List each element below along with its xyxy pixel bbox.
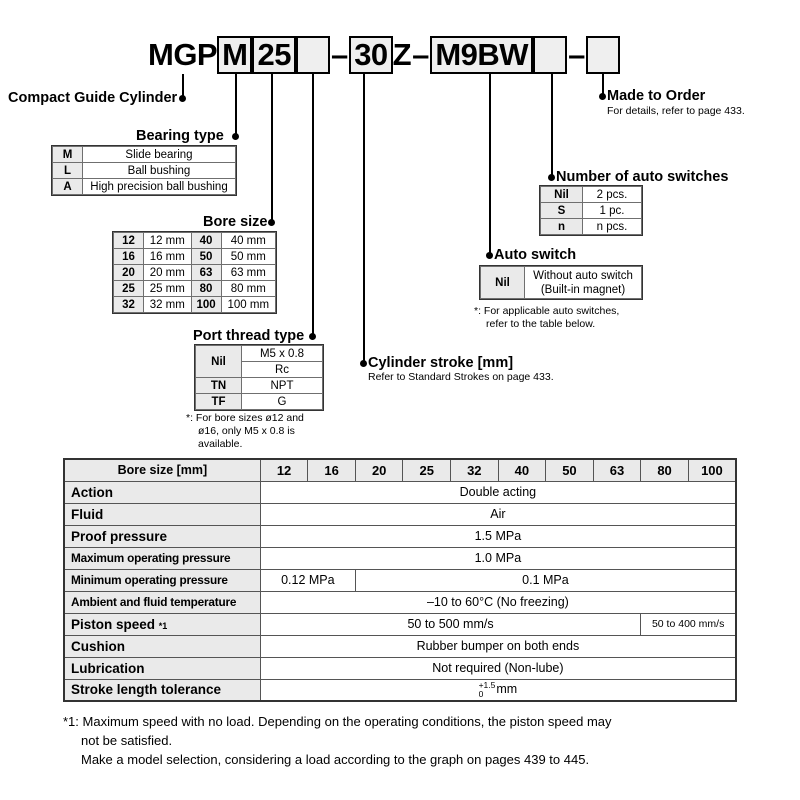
- spec-value-4-0: 0.12 MPa: [260, 569, 355, 591]
- spec-bore-header-40: 40: [498, 459, 546, 481]
- spec-row-label-9: Stroke length tolerance: [64, 679, 260, 701]
- spec-value-1-0: Air: [260, 503, 736, 525]
- bore-code-a-4: 32: [114, 297, 144, 313]
- model-code-box-5: 30: [349, 36, 392, 74]
- footnote: [63, 712, 763, 769]
- spec-bore-header-16: 16: [308, 459, 356, 481]
- spec-bore-header-25: 25: [403, 459, 451, 481]
- bearing-desc-2: High precision ball bushing: [83, 179, 236, 195]
- callout-bore-title: Bore size: [203, 214, 268, 230]
- callout-stroke-sub: Refer to Standard Strokes on page 433.: [368, 371, 554, 383]
- auto-switch-table: [480, 266, 642, 299]
- table-row: [196, 346, 323, 362]
- spec-value-6-0: 50 to 500 mm/s: [260, 613, 641, 635]
- numswitch-desc-1: 1 pc.: [583, 203, 642, 219]
- spec-row: [64, 569, 736, 591]
- leader-dot-numswitch: [548, 174, 555, 181]
- spec-bore-header-32: 32: [451, 459, 499, 481]
- numswitch-code-0: Nil: [541, 187, 583, 203]
- bore-code-b-4: 100: [191, 297, 221, 313]
- bore-size-table: [113, 232, 276, 313]
- numswitch-desc-0: 2 pcs.: [583, 187, 642, 203]
- port-desc-rc: Rc: [242, 362, 323, 378]
- tolerance-fraction: [479, 681, 496, 698]
- leader-line-numswitch: [551, 74, 553, 178]
- bore-code-b-3: 80: [191, 281, 221, 297]
- specifications-table: [63, 458, 737, 702]
- auto-switch-note-line1: *: For applicable auto switches,: [474, 305, 620, 317]
- spec-value-3-0: 1.0 MPa: [260, 547, 736, 569]
- port-code-tf: TF: [196, 394, 242, 410]
- auto-switch-note-line2: refer to the table below.: [486, 318, 596, 330]
- bearing-code-1: L: [53, 163, 83, 179]
- bore-desc-a-4: 32 mm: [144, 297, 192, 313]
- bore-code-b-1: 50: [191, 249, 221, 265]
- spec-row-label-7: Cushion: [64, 635, 260, 657]
- numswitch-code-2: n: [541, 219, 583, 235]
- table-row: [541, 187, 642, 203]
- numswitch-desc-2: n pcs.: [583, 219, 642, 235]
- leader-line-bearing: [235, 74, 237, 136]
- bearing-code-0: M: [53, 147, 83, 163]
- port-desc-tf: G: [242, 394, 323, 410]
- tolerance-unit: mm: [496, 682, 518, 697]
- spec-row: [64, 613, 736, 635]
- table-row: [114, 297, 276, 313]
- footnote-line1: *1: Maximum speed with no load. Depending on the operating conditions, the piston speed may: [63, 714, 612, 729]
- leader-line-autoswitch: [489, 74, 491, 255]
- spec-row-label-8: Lubrication: [64, 657, 260, 679]
- spec-row: [64, 591, 736, 613]
- model-code-dash-4: –: [330, 37, 349, 72]
- footnote-marker: *1: [158, 620, 168, 631]
- model-code-box-1: M: [217, 36, 252, 74]
- leader-dot-port: [309, 333, 316, 340]
- spec-row-label-0: Action: [64, 481, 260, 503]
- bore-code-b-2: 63: [191, 265, 221, 281]
- model-code-box-3: [296, 36, 330, 74]
- model-code-text-0: MGP: [148, 37, 218, 72]
- port-note-line3: available.: [198, 438, 243, 450]
- model-code-string: [148, 36, 620, 74]
- spec-row: [64, 481, 736, 503]
- table-row: [541, 203, 642, 219]
- spec-row: [64, 525, 736, 547]
- spec-row: [64, 657, 736, 679]
- bearing-desc-1: Ball bushing: [83, 163, 236, 179]
- table-row: [53, 163, 236, 179]
- bore-code-a-1: 16: [114, 249, 144, 265]
- table-row: [481, 267, 642, 299]
- spec-row: [64, 547, 736, 569]
- spec-value-5-0: –10 to 60°C (No freezing): [260, 591, 736, 613]
- model-code-box-9: [533, 36, 567, 74]
- spec-value-4-1: 0.1 MPa: [355, 569, 736, 591]
- number-of-auto-switches-table: [540, 186, 642, 235]
- callout-numswitch-title: Number of auto switches: [556, 169, 729, 185]
- table-row: [541, 219, 642, 235]
- spec-row: [64, 635, 736, 657]
- leader-dot-autoswitch: [486, 252, 493, 259]
- port-desc-m5: M5 x 0.8: [242, 346, 323, 362]
- spec-bore-header-100: 100: [688, 459, 736, 481]
- model-code-text-6: Z: [392, 37, 412, 72]
- bore-desc-b-3: 80 mm: [221, 281, 275, 297]
- bore-desc-a-3: 25 mm: [144, 281, 192, 297]
- bearing-code-2: A: [53, 179, 83, 195]
- bore-desc-b-1: 50 mm: [221, 249, 275, 265]
- spec-value-7-0: Rubber bumper on both ends: [260, 635, 736, 657]
- spec-value-0-0: Double acting: [260, 481, 736, 503]
- bore-code-a-3: 25: [114, 281, 144, 297]
- spec-row-label-3: Maximum operating pressure: [64, 547, 260, 569]
- bore-desc-b-2: 63 mm: [221, 265, 275, 281]
- bore-code-b-0: 40: [191, 233, 221, 249]
- bore-desc-b-4: 100 mm: [221, 297, 275, 313]
- numswitch-code-1: S: [541, 203, 583, 219]
- model-code-box-11: [586, 36, 620, 74]
- table-row: [53, 147, 236, 163]
- leader-dot-series: [179, 95, 186, 102]
- model-code-box-8: M9BW: [430, 36, 533, 74]
- bore-code-a-0: 12: [114, 233, 144, 249]
- bore-desc-a-0: 12 mm: [144, 233, 192, 249]
- spec-value-2-0: 1.5 MPa: [260, 525, 736, 547]
- port-code-tn: TN: [196, 378, 242, 394]
- bore-desc-b-0: 40 mm: [221, 233, 275, 249]
- spec-row-label-2: Proof pressure: [64, 525, 260, 547]
- footnote-line2: not be satisfied.: [81, 733, 173, 748]
- port-thread-type-table: [195, 345, 323, 410]
- spec-row-label-4: Minimum operating pressure: [64, 569, 260, 591]
- leader-dot-bearing: [232, 133, 239, 140]
- auto-switch-desc-line1: Without auto switch: [533, 269, 633, 282]
- tolerance-lower: 0: [478, 688, 484, 699]
- auto-switch-desc-line2: (Built-in magnet): [540, 283, 626, 296]
- spec-row-label-1: Fluid: [64, 503, 260, 525]
- bore-desc-a-2: 20 mm: [144, 265, 192, 281]
- callout-stroke-title: Cylinder stroke [mm]: [368, 355, 514, 371]
- auto-switch-code-nil: Nil: [481, 267, 525, 299]
- table-row: [196, 378, 323, 394]
- spec-bore-header-80: 80: [641, 459, 689, 481]
- model-code-dash-10: –: [568, 37, 586, 72]
- table-row: [114, 249, 276, 265]
- model-code-dash-7: –: [412, 37, 430, 72]
- spec-bore-header-63: 63: [593, 459, 641, 481]
- callout-bearing-title: Bearing type: [136, 128, 224, 144]
- leader-dot-bore: [268, 219, 275, 226]
- port-note-line2: ø16, only M5 x 0.8 is: [198, 425, 295, 437]
- table-row: [114, 281, 276, 297]
- spec-bore-header-50: 50: [546, 459, 594, 481]
- callout-series-title: Compact Guide Cylinder: [8, 90, 178, 106]
- table-row: [114, 265, 276, 281]
- spec-value-6-1: 50 to 400 mm/s: [641, 613, 736, 635]
- callout-autoswitch-title: Auto switch: [494, 247, 577, 263]
- model-code-box-2: 25: [252, 36, 295, 74]
- bore-code-a-2: 20: [114, 265, 144, 281]
- port-desc-tn: NPT: [242, 378, 323, 394]
- port-code-nil: Nil: [196, 346, 242, 378]
- spec-bore-header-20: 20: [355, 459, 403, 481]
- table-row: [196, 394, 323, 410]
- spec-value-9-0: [260, 679, 736, 701]
- tolerance-upper: +1.5: [478, 680, 496, 691]
- spec-header-label: Bore size [mm]: [64, 459, 260, 481]
- spec-row: [64, 679, 736, 701]
- spec-row-label-6: Piston speed *1: [64, 613, 260, 635]
- callout-mto-sub: For details, refer to page 433.: [607, 105, 745, 117]
- spec-row-label-5: Ambient and fluid temperature: [64, 591, 260, 613]
- footnote-line3: Make a model selection, considering a load according to the graph on pages 439 to 445.: [81, 752, 590, 767]
- leader-line-bore: [271, 74, 273, 222]
- leader-line-stroke: [363, 74, 365, 363]
- port-note: [186, 412, 304, 451]
- callout-port-title: Port thread type: [193, 328, 305, 344]
- leader-dot-stroke: [360, 360, 367, 367]
- spec-row: [64, 503, 736, 525]
- spec-header-row: [64, 459, 736, 481]
- bearing-desc-0: Slide bearing: [83, 147, 236, 163]
- port-note-line1: *: For bore sizes ø12 and: [186, 412, 304, 424]
- spec-bore-header-12: 12: [260, 459, 308, 481]
- table-row: [114, 233, 276, 249]
- leader-dot-mto: [599, 93, 606, 100]
- bearing-type-table: [52, 146, 236, 195]
- callout-mto-title: Made to Order: [607, 88, 706, 104]
- leader-line-port: [312, 74, 314, 336]
- spec-value-8-0: Not required (Non-lube): [260, 657, 736, 679]
- auto-switch-note: [474, 305, 619, 331]
- table-row: [53, 179, 236, 195]
- auto-switch-desc: [525, 267, 642, 299]
- bore-desc-a-1: 16 mm: [144, 249, 192, 265]
